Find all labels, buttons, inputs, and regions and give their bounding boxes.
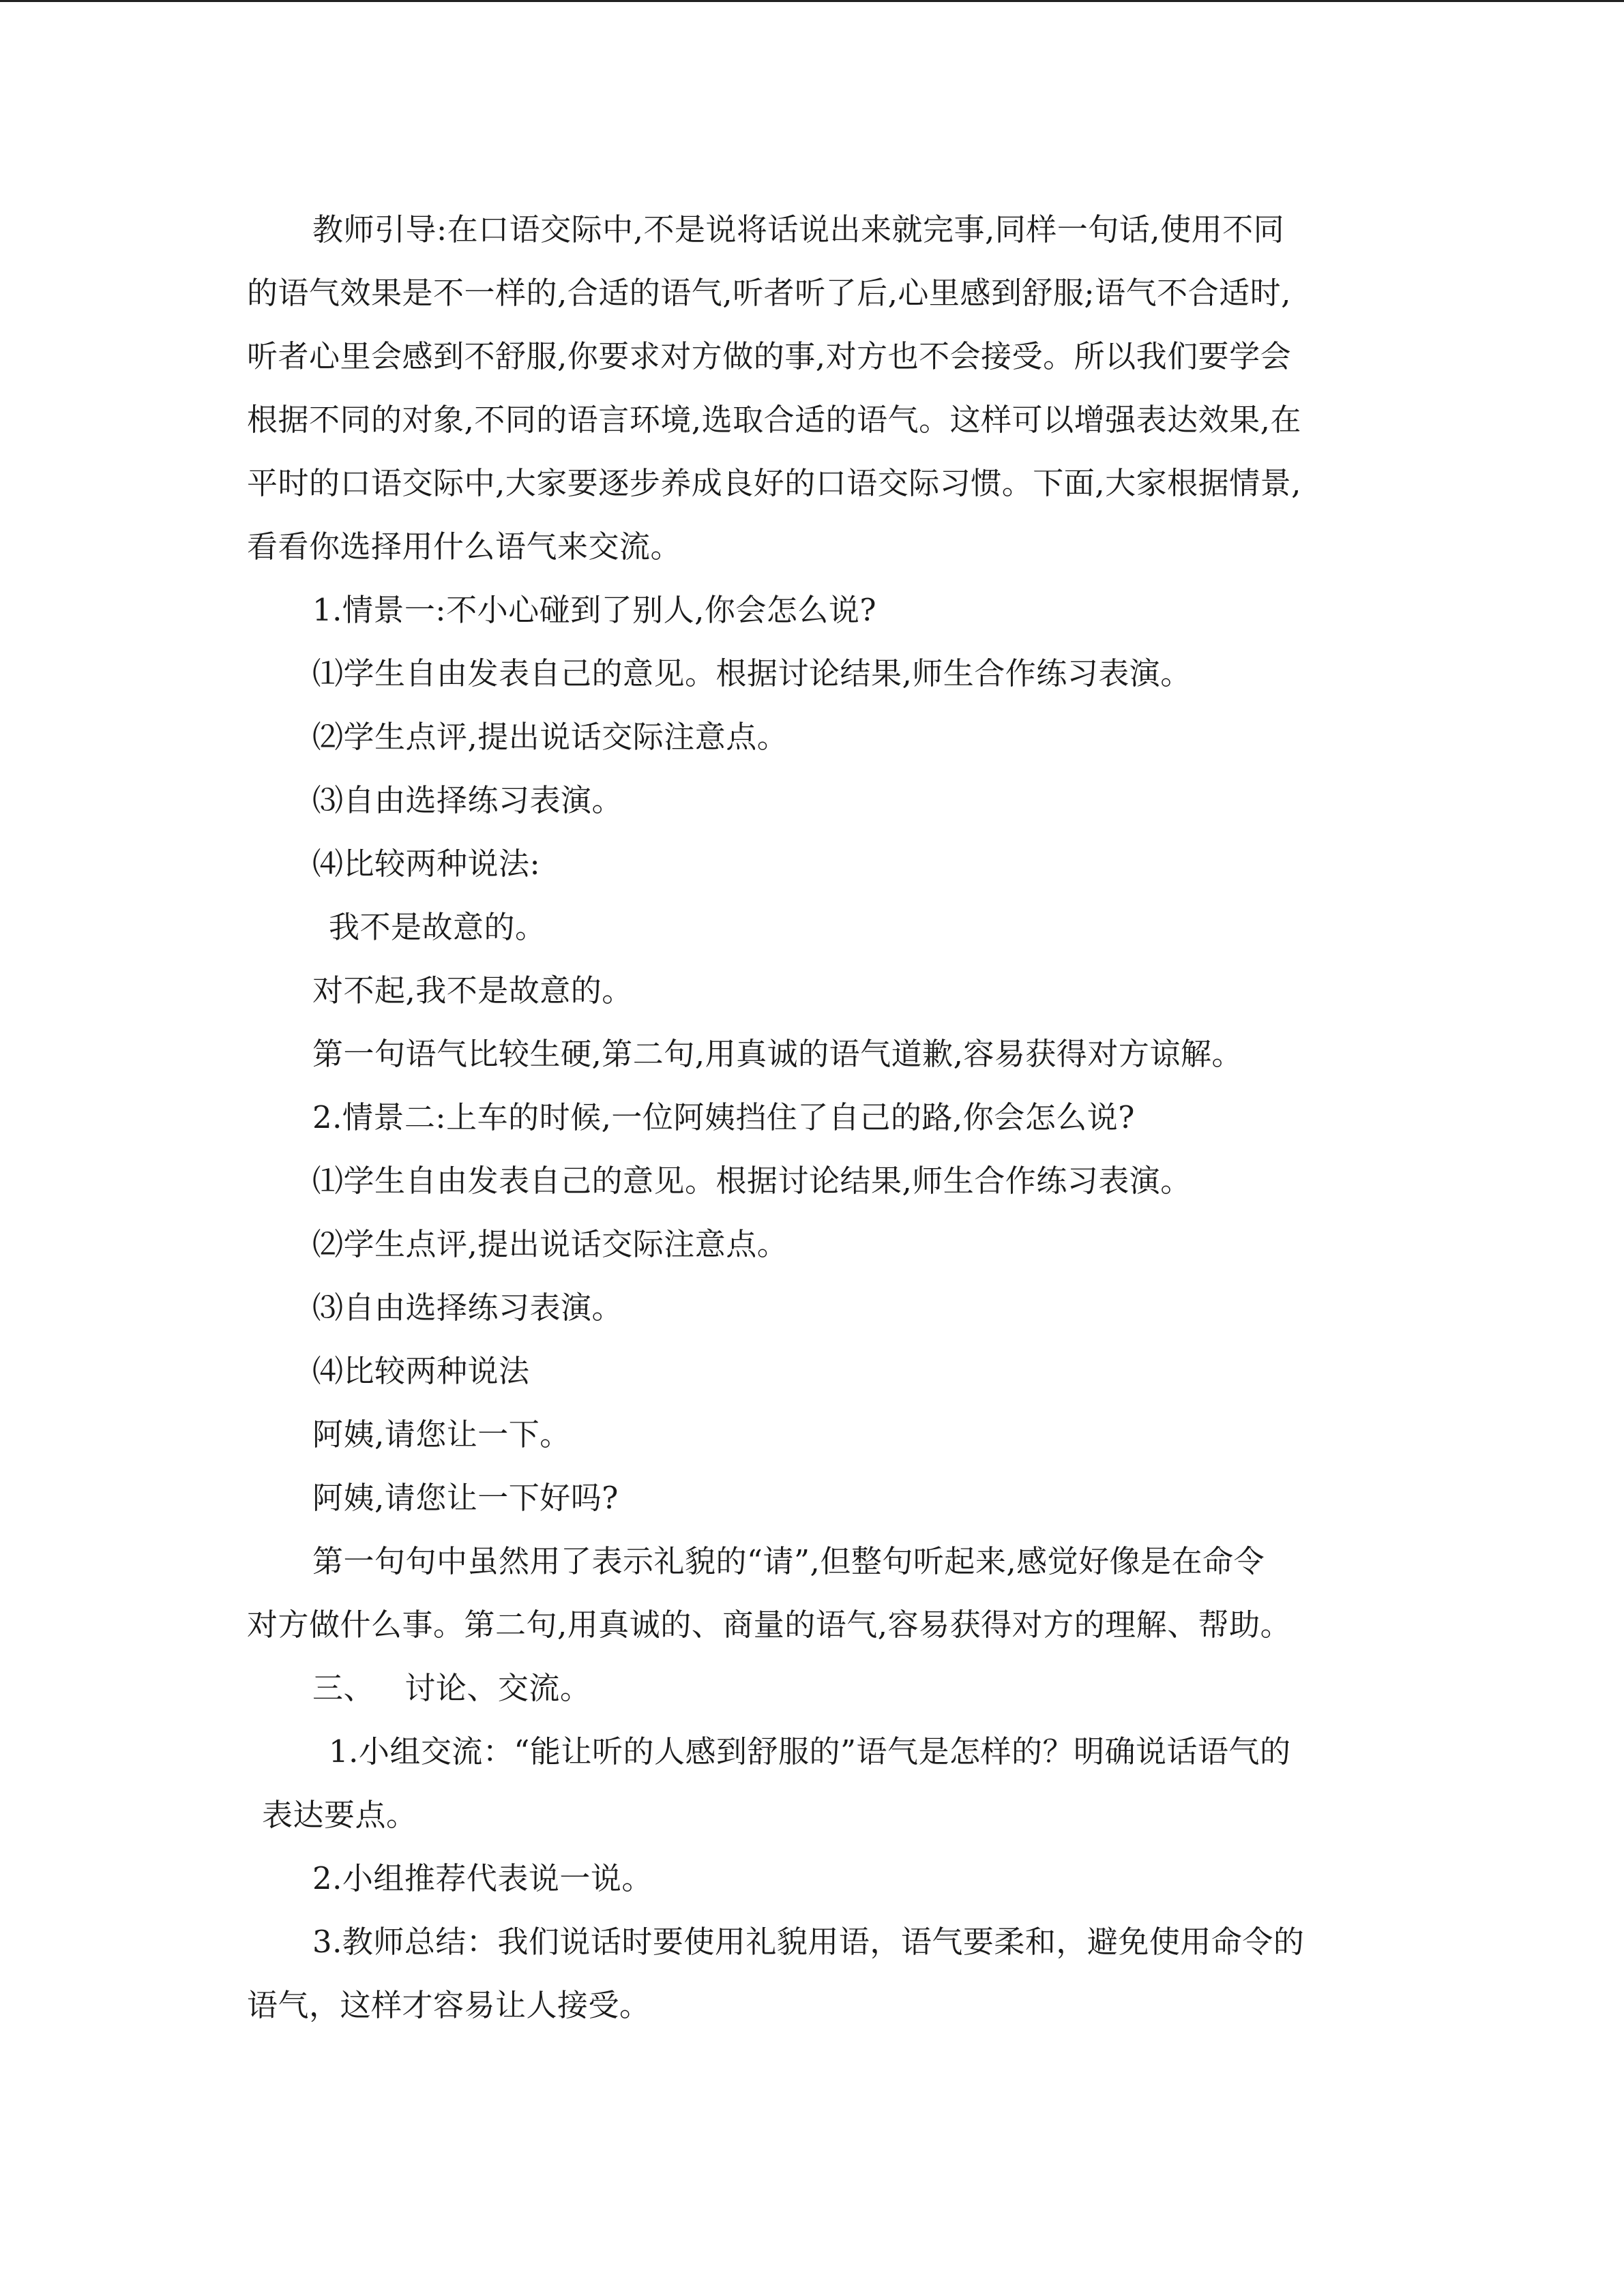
list-item: ⑴学生自由发表自己的意见。根据讨论结果,师生合作练习表演。: [312, 655, 1192, 691]
page-top-border: [0, 0, 1624, 2]
paragraph-line: 表达要点。: [262, 1797, 417, 1833]
list-item: ⑴学生自由发表自己的意见。根据讨论结果,师生合作练习表演。: [312, 1163, 1192, 1199]
paragraph-line: 语气，这样才容易让人接受。: [247, 1987, 651, 2023]
example-sentence: 对不起,我不是故意的。: [312, 972, 633, 1009]
list-item: ⑵学生点评,提出说话交际注意点。: [312, 719, 788, 755]
list-item: 3.教师总结：我们说话时要使用礼貌用语，语气要柔和，避免使用命令的: [312, 1924, 1305, 1960]
list-item: ⑵学生点评,提出说话交际注意点。: [312, 1226, 788, 1262]
paragraph-line: 第一句语气比较生硬,第二句,用真诚的语气道歉,容易获得对方谅解。: [312, 1036, 1243, 1072]
scenario-heading: 1.情景一:不小心碰到了别人,你会怎么说?: [312, 592, 877, 628]
paragraph-line: 平时的口语交际中,大家要逐步养成良好的口语交际习惯。下面,大家根据情景,: [247, 465, 1301, 501]
paragraph-line: 的语气效果是不一样的,合适的语气,听者听了后,心里感到舒服;语气不合适时,: [247, 275, 1291, 311]
paragraph-line: 教师引导:在口语交际中,不是说将话说出来就完事,同样一句话,使用不同: [312, 211, 1285, 248]
paragraph-line: 对方做什么事。第二句,用真诚的、商量的语气,容易获得对方的理解、帮助。: [247, 1607, 1292, 1643]
example-sentence: 阿姨,请您让一下好吗?: [312, 1480, 619, 1516]
paragraph-line: 听者心里会感到不舒服,你要求对方做的事,对方也不会接受。所以我们要学会: [247, 338, 1292, 374]
example-sentence: 我不是故意的。: [329, 909, 546, 945]
list-item: ⑶自由选择练习表演。: [312, 782, 623, 818]
paragraph-line: 第一句句中虽然用了表示礼貌的“请”,但整句听起来,感觉好像是在命令: [312, 1543, 1265, 1579]
list-item: ⑶自由选择练习表演。: [312, 1289, 623, 1326]
list-item: 1.小组交流：“能让听的人感到舒服的”语气是怎样的？明确说话语气的: [329, 1733, 1291, 1770]
section-heading: 三、 讨论、交流。: [312, 1670, 591, 1706]
scenario-heading: 2.情景二:上车的时候,一位阿姨挡住了自己的路,你会怎么说?: [312, 1099, 1135, 1135]
list-item: ⑷比较两种说法:: [312, 846, 541, 882]
paragraph-line: 看看你选择用什么语气来交流。: [247, 528, 682, 565]
document-page: [247, 198, 1379, 2037]
list-item: ⑷比较两种说法: [312, 1353, 530, 1389]
list-item: 2.小组推荐代表说一说。: [312, 1860, 653, 1896]
paragraph-line: 根据不同的对象,不同的语言环境,选取合适的语气。这样可以增强表达效果,在: [247, 402, 1301, 438]
example-sentence: 阿姨,请您让一下。: [312, 1416, 571, 1452]
